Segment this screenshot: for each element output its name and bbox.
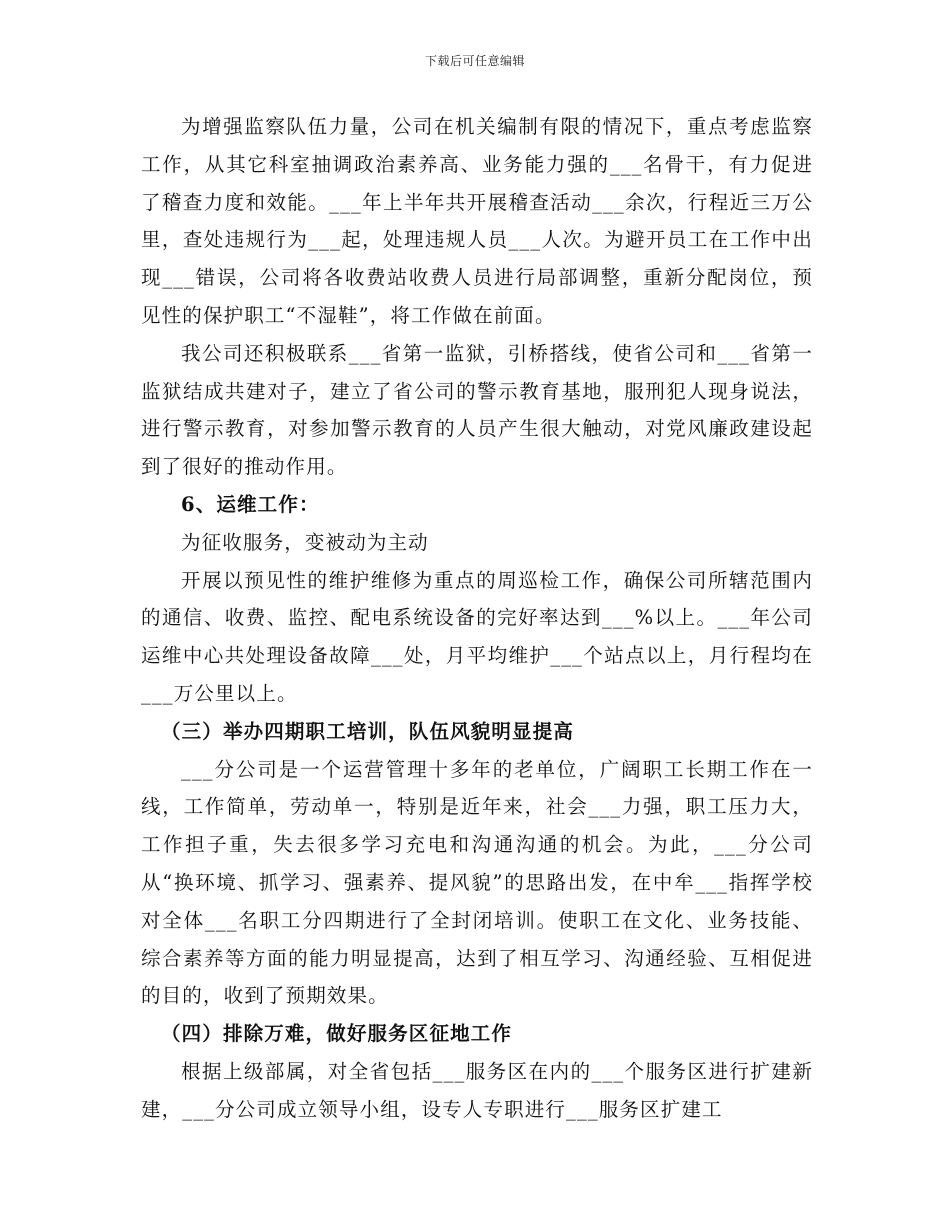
paragraph-service-slogan: 为征收服务，变被动为主动 [181,530,429,554]
document-body [141,108,813,1129]
paragraph-supervision-team: 为增强监察队伍力量，公司在机关编制有限的情况下，重点考虑监察工作，从其它科室抽调政治素养高、业务能力强的___名骨干，有力促进了稽查力度和效能。___年上半年共开展稽查活动___余次，行程近三万公里，查处违规行为___起，处理违规人员___人次。为避开员工在工作中出现___错误，公司将各收费站收费人员进行局部调整，重新分配岗位，预见性的保护职工“不湿鞋”，将工作做在前面。 [141,115,813,327]
page-header-note: 下载后可任意编辑 [424,54,525,68]
paragraph-inspection-work: 开展以预见性的维护维修为重点的周巡检工作，确保公司所辖范围内的通信、收费、监控、配电系统设备的完好率达到___%以上。___年公司运维中心共处理设备故障___处，月平均维护___个站点以上，月行程均在___万公里以上。 [141,568,813,705]
heading-operations-maintenance: 6、运维工作： [181,492,320,516]
paragraph-prison-education: 我公司还积极联系___省第一监狱，引桥搭线，使省公司和___省第一监狱结成共建对子，建立了省公司的警示教育基地，服刑犯人现身说法，进行警示教育，对参加警示教育的人员产生很大触动，对党风廉政建设起到了很好的推动作用。 [141,341,813,479]
paragraph-service-area-expansion: 根据上级部属，对全省包括___服务区在内的___个服务区进行扩建新建，___分公司成立领导小组，设专人专职进行___服务区扩建工 [141,1059,813,1121]
heading-land-acquisition: （四）排除万难，做好服务区征地工作 [161,1022,513,1046]
paragraph-training-details: ___分公司是一个运营管理十多年的老单位，广阔职工长期工作在一线，工作简单，劳动单一，特别是近年来，社会___力强，职工压力大，工作担子重，失去很多学习充电和沟通沟通的机会。为此，___分公司从“换环境、抓学习、强素养、提风貌”的思路出发，在中牟___指挥学校对全体___名职工分四期进行了全封闭培训。使职工在文化、业务技能、综合素养等方面的能力明显提高，达到了相互学习、沟通经验、互相促进的目的，收到了预期效果。 [141,757,813,1008]
heading-staff-training: （三）举办四期职工培训，队伍风貌明显提高 [161,719,575,743]
